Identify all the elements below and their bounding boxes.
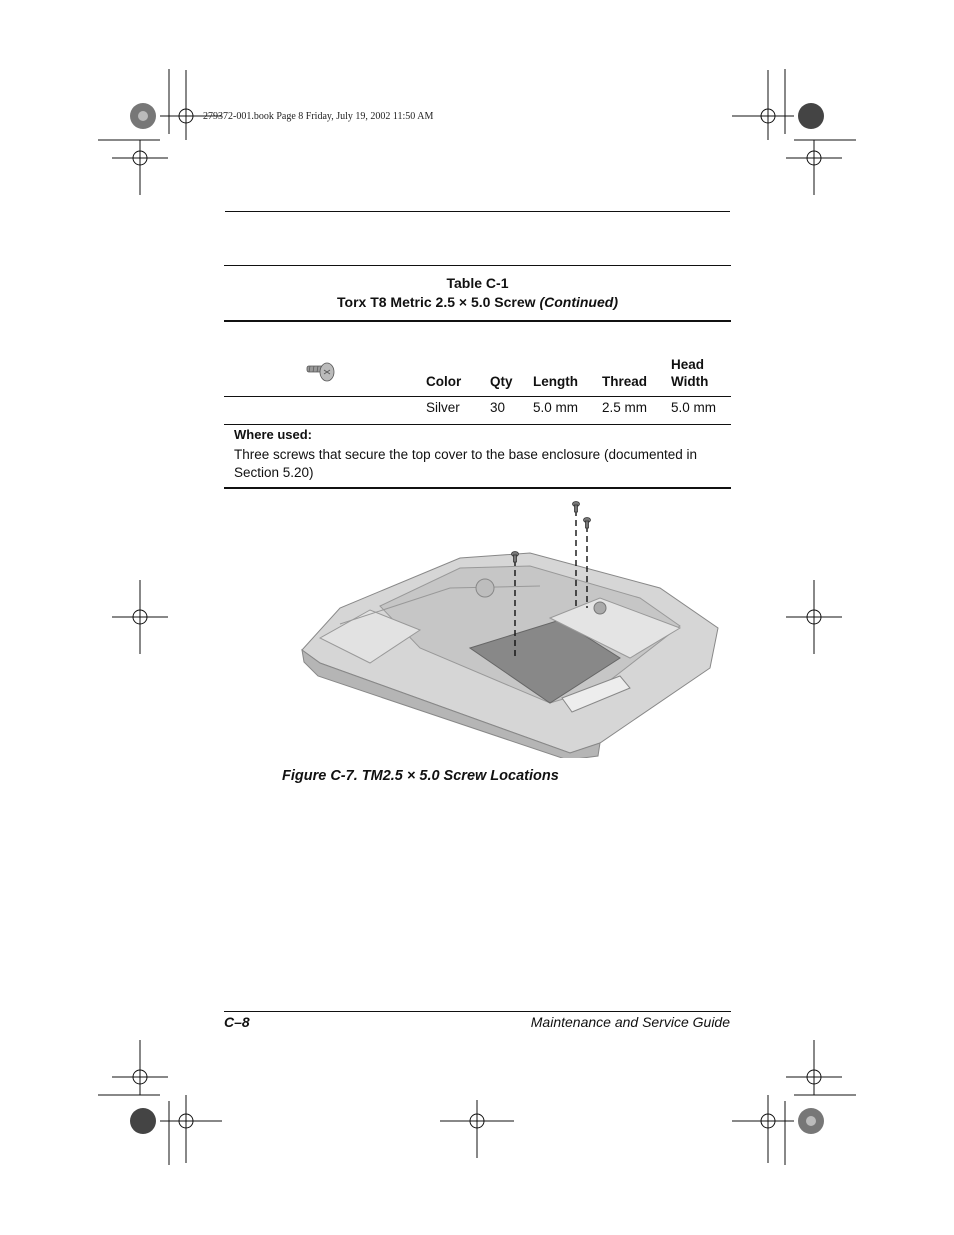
header-width: Width [671,374,709,389]
cell-color: Silver [426,400,460,415]
screw-icon [305,360,337,384]
cell-thread: 2.5 mm [602,400,648,415]
table-top-rule [224,265,731,266]
header-color: Color [426,374,462,389]
data-row-rule [224,424,731,425]
cell-head-width: 5.0 mm [671,400,717,415]
header-thread: Thread [602,374,648,389]
table-label: Table C-1 [446,275,509,291]
guide-title: Maintenance and Service Guide [530,1014,730,1030]
where-used-label: Where used: [234,427,313,442]
cell-length: 5.0 mm [533,400,579,415]
page-number: C–8 [224,1014,250,1030]
table-bottom-rule [224,487,731,489]
table-title: Torx T8 Metric 2.5 × 5.0 Screw (Continued) [337,294,618,310]
header-row-rule [224,396,731,397]
header-length: Length [533,374,578,389]
where-used-text: Three screws that secure the top cover to the base enclosure (documented in Section 5.20) [234,447,698,480]
header-qty: Qty [490,374,513,389]
footer-rule [224,1011,731,1012]
header-head: Head [671,357,705,372]
figure-caption: Figure C-7. TM2.5 × 5.0 Screw Locations [282,768,559,784]
header-rule [225,211,730,212]
base-enclosure-illustration [300,498,722,758]
book-slug: 279372-001.book Page 8 Friday, July 19, 2002 11:50 AM [203,111,434,122]
cell-qty: 30 [490,400,506,415]
table-title-rule [224,320,731,322]
